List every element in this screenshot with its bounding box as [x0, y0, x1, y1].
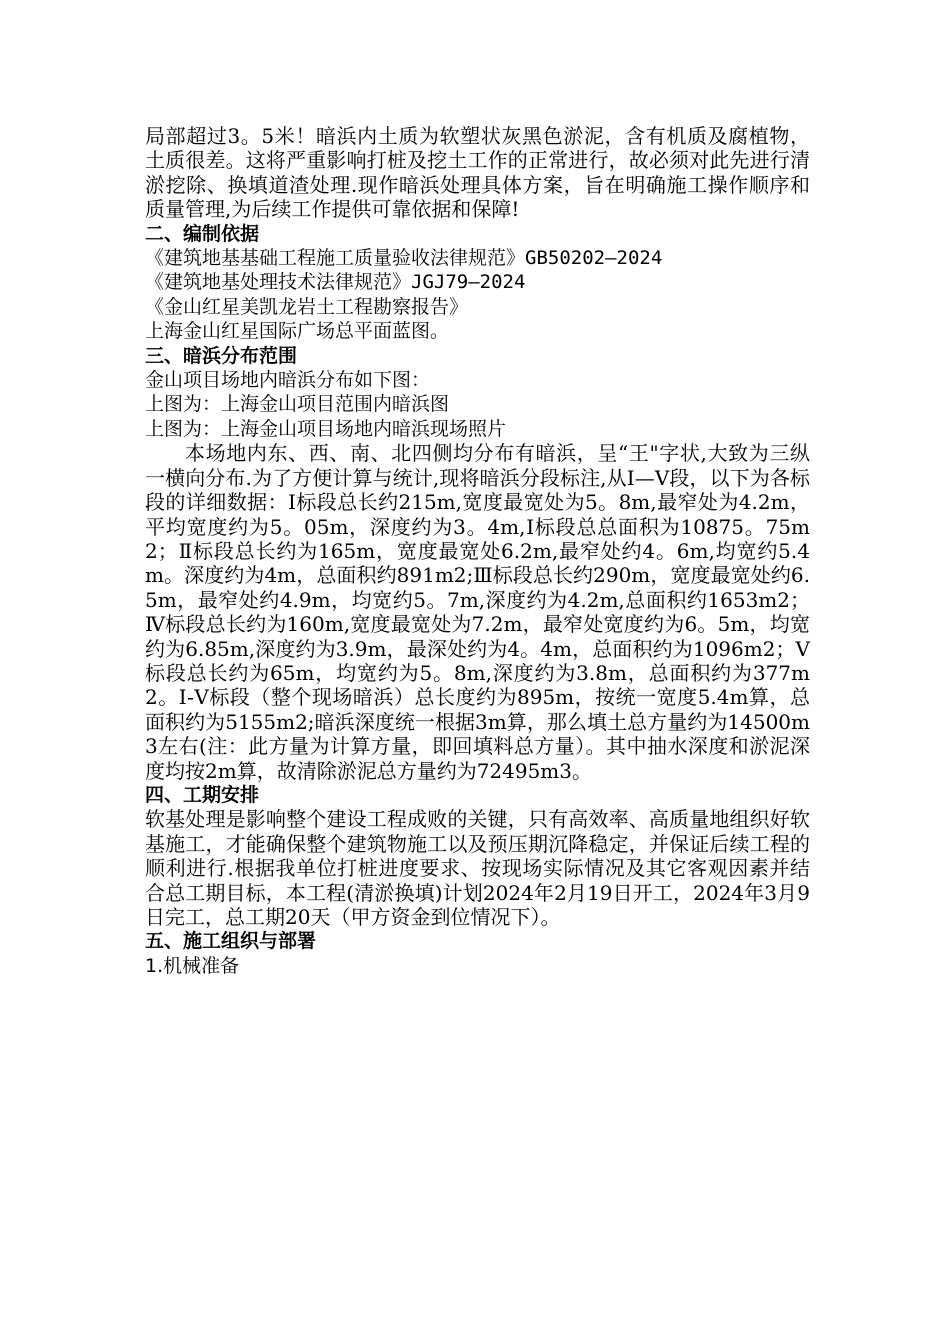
- section-heading-schedule: 四、工期安排: [145, 783, 260, 806]
- reference-item: 《建筑地基处理技术法律规范》JGJ79—2024: [145, 271, 526, 294]
- distribution-line: 金山项目场地内暗浜分布如下图：: [145, 369, 431, 392]
- section-heading-distribution: 三、暗浜分布范围: [145, 344, 298, 367]
- figure-caption: 上图为：上海金山项目场地内暗浜现场照片: [145, 417, 507, 440]
- section-heading-organization: 五、施工组织与部署: [145, 930, 317, 953]
- intro-paragraph: 局部超过3。5米！暗浜内土质为软塑状灰黑色淤泥，含有机质及腐植物，土质很差。这将严重影响打桩及挖土工作的正常进行，故必须对此先进行清淤挖除、换填道渣处理.现作暗浜处理具体方案，旨在明确施工操作顺序和质量管理,为后续工作提供可靠依据和保障!: [145, 124, 810, 222]
- figure-caption: 上图为：上海金山项目范围内暗浜图: [145, 393, 450, 416]
- schedule-body: 软基处理是影响整个建设工程成败的关键，只有高效率、高质量地组织好软基施工，才能确保整个建筑物施工以及预压期沉降稳定，并保证后续工程的顺利进行.根据我单位打桩进度要求、按现场实际情况及其它客观因素并结合总工期目标，本工程(清淤换填)计划2024年2月19日开工，2024年3月9日完工，总工期20天（甲方资金到位情况下）。: [145, 807, 810, 929]
- subsection-heading-machinery: 1.机械准备: [145, 954, 240, 977]
- document-page: [145, 124, 810, 978]
- section-heading-basis: 二、编制依据: [145, 222, 260, 245]
- reference-item: 《建筑地基基础工程施工质量验收法律规范》GB50202—2024: [145, 247, 663, 270]
- reference-item: 上海金山红星国际广场总平面蓝图。: [145, 320, 450, 343]
- distribution-body: 本场地内东、西、南、北四侧均分布有暗浜，呈“王"字状,大致为三纵一横向分布.为了方便计算与统计,现将暗浜分段标注,从Ⅰ—Ⅴ段，以下为各标段的详细数据：Ⅰ标段总长约215m,宽度最宽处为5。8m,最窄处为4.2m，平均宽度约为5。05m，深度约为3。4m,Ⅰ标段总总面积为10875。75m2；Ⅱ标段总长约为165m，宽度最宽处6.2m,最窄处约4。6m,均宽约5.4m。深度约为4m，总面积约891m2;Ⅲ标段总长约290m，宽度最宽处约6.5m，最窄处约4.9m，均宽约5。7m,深度约为4.2m,总面积约1653m2；Ⅳ标段总长约为160m,宽度最宽处为7.2m，最窄处宽度约为6。5m，均宽约为6.85m,深度约为3.9m，最深处约为4。4m，总面积约为1096m2；Ⅴ标段总长约为65m，均宽约为5。8m,深度约为3.8m，总面积约为377m2。Ⅰ-Ⅴ标段（整个现场暗浜）总长度约为895m，按统一宽度5.4m算，总面积约为5155m2;暗浜深度统一根据3m算，那么填土总方量约为14500m3左右(注：此方量为计算方量，即回填料总方量）。其中抽水深度和淤泥深度均按2m算，故清除淤泥总方量约为72495m3。: [145, 441, 810, 783]
- reference-item: 《金山红星美凯龙岩土工程勘察报告》: [145, 295, 469, 318]
